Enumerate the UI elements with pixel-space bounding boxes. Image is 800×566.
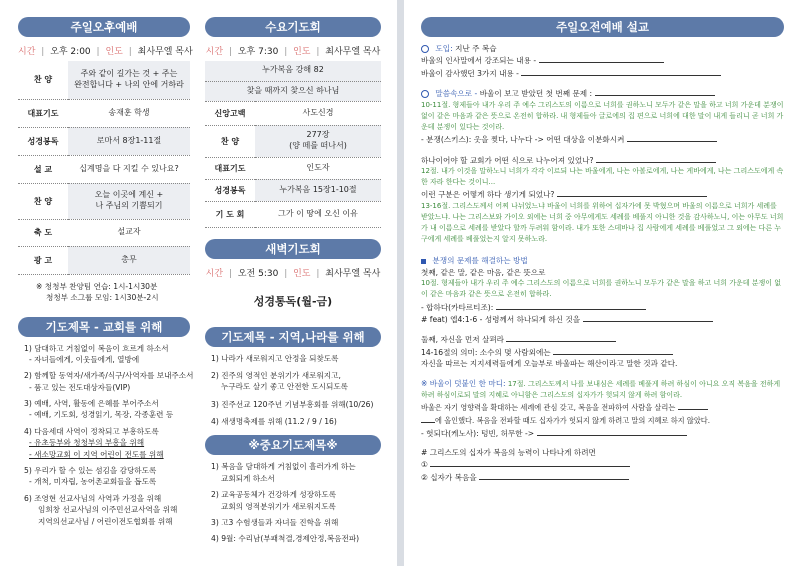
- wednesday-order: [205, 61, 381, 228]
- point-text: 자신을 따르는 지지세력들에게 오늘부로 바울파는 해산이라고 말한 것과 같다.: [421, 359, 678, 369]
- order-role: 설 교: [18, 155, 68, 183]
- middle-column: [205, 0, 381, 550]
- list-item: 3) 진주선교 120주년 기념부흥회를 위해(10/26): [211, 399, 374, 409]
- sunday-notes: [36, 281, 190, 303]
- verse-text: 12절. 내가 이것을 말하노니 너희가 각각 이르되 나는 바울에게, 나는 아볼로에게, 나는 게바에게, 나는 그리스도에게 속한 자라 한다는 것이니...: [421, 166, 784, 187]
- review-question: 바울의 인사말에서 강조되는 내용 -: [421, 54, 784, 66]
- answer-blank: [537, 427, 687, 436]
- answer-blank: [430, 458, 630, 467]
- right-page: [404, 0, 800, 566]
- list-item: 1) 담대하고 거침없이 복음이 흐르게 하소서 - 자녀들에게, 이웃들에게, 열방에: [24, 343, 169, 364]
- order-role: 대표기도: [18, 99, 68, 127]
- sunday-afternoon-order: [18, 61, 190, 275]
- prayer-region-list: [211, 353, 381, 428]
- leader-label: 인도: [293, 268, 311, 279]
- order-value: 누가복음 강해 82: [205, 61, 381, 81]
- list-item: 6) 조영현 선교사님의 사역과 가정을 위해 임희창 선교사님의 이주민선교사역을 위해 지역의선교사님 / 어린이전도협회를 위해: [24, 493, 178, 526]
- order-value: 오늘 이곳에 계신 + 나 주님의 기쁨되기: [68, 183, 190, 219]
- answer-blank: [557, 188, 707, 197]
- leader-value: 최사무엘 목사: [325, 47, 381, 57]
- review-heading: 도입: 지난 주 복습: [421, 43, 784, 54]
- order-value: 누가복음 15장1-10절: [255, 179, 381, 201]
- point-text: - 분쟁(스키스): 옷을 찢다, 나누다 -> 어떤 대상을 이분화시켜: [421, 133, 784, 145]
- review-question: 바울이 감사했던 3가지 내용 -: [421, 67, 784, 79]
- order-role: 신앙고백: [205, 101, 255, 125]
- answer-blank: [521, 67, 721, 76]
- leader-label: 인도: [105, 47, 123, 57]
- question-text: 이런 구분은 어떻게 하다 생기게 되었나?: [421, 188, 784, 200]
- note-line: ※ 청청부 찬양팀 연습: 1시-1시30분: [36, 281, 158, 291]
- verse-text: 13-16절. 그리스도께서 어찌 나뉘었느냐 바울이 너희를 위하여 십자가에 못 박혔으며 바울의 이름으로 너희가 세례를 받았느냐. 나는 그리스보와 가이오 외에는 너희 중 아무에게도 세례를 베풀지 아니한 것을 감사하노니, 이는 아무도 너희가 내 이름으로 세례를 받았다 할까 두려워 함이라. 내가 또한 스데바나 집 사람에게 세례를 베풀었고 그 외에는 다른 누구에게 세례를 베풀었는지 알지 못하노라.: [421, 201, 784, 244]
- answer-blank: [583, 313, 713, 322]
- list-item: 교회되게 하소서: [221, 473, 275, 483]
- answer-blank: [595, 87, 715, 96]
- solution-title: 둘째, 자신을 먼저 살펴라: [421, 333, 784, 345]
- answer-blank: [496, 301, 646, 310]
- time-label: 시간: [205, 47, 224, 57]
- time-value: 오전 5:30: [237, 268, 279, 279]
- page-divider: [397, 0, 404, 566]
- dawn-content: 성경통독(월-금): [253, 294, 333, 308]
- point-text: # feat) 엡4:1-6 - 성령께서 하나되게 하신 것을: [421, 313, 784, 325]
- order-role: 찬 양: [18, 183, 68, 219]
- list-item: 4) 다음세대 사역이 정착되고 부흥하도록 - 유초등부와 청청부의 부흥을 위해 - 새소망교회 이 지역 어린이 전도를 위해: [24, 426, 164, 459]
- answer-blank: [421, 414, 435, 423]
- order-role: 축 도: [18, 219, 68, 246]
- left-column: [18, 0, 194, 532]
- order-value: 277장 (양 떼를 떠나서): [255, 125, 381, 157]
- leader-label: 인도: [293, 47, 311, 57]
- sunday-afternoon-header: 주일오후예배: [18, 17, 190, 37]
- time-label: 시간: [18, 47, 36, 57]
- time-label: 시간: [205, 268, 224, 279]
- solution-title: 첫째, 같은 말, 같은 마음, 같은 뜻으로: [421, 267, 546, 277]
- leader-value: 최사무엘 목사: [137, 47, 193, 57]
- dawn-header: 새벽기도회: [205, 239, 381, 259]
- prayer-important-header: ※중요기도제목※: [205, 435, 381, 455]
- list-item: 2) 진주의 영적인 분위기가 새로워지고,: [211, 370, 341, 380]
- order-value: 송재훈 학생: [68, 99, 190, 127]
- square-bullet-icon: [421, 259, 426, 264]
- wednesday-header: 수요기도회: [205, 17, 381, 37]
- final-answer: ② 십자가 복음을: [421, 471, 784, 483]
- list-item: 교회의 영적분위기가 새로워지도록: [221, 501, 336, 511]
- list-item: 1) 나라가 새로워지고 안정을 되찾도록: [211, 353, 339, 363]
- order-role: 찬 양: [205, 125, 255, 157]
- question-text: 하나이어야 할 교회가 어떤 식으로 나누어져 있었나?: [421, 154, 784, 166]
- wednesday-meta: 시간 | 오후 7:30 | 인도 | 최사무엘 목사: [205, 47, 381, 57]
- point-text: - 헛되다(케노사): 텅빈, 허무한 ->: [421, 427, 784, 439]
- dawn-meta: 시간 | 오전 5:30 | 인도 | 최사무엘 목사: [205, 268, 381, 279]
- point-text: - 합하다(카타르티조):: [421, 301, 784, 313]
- order-value: 그가 이 땅에 오신 이유: [255, 201, 381, 227]
- order-value: 십계명을 다 지킬 수 있나요?: [68, 155, 190, 183]
- order-value: 찾을 때까지 찾으신 하나님: [205, 81, 381, 101]
- final-question: # 그리스도의 십자가 복음의 능력이 나타나게 하려면: [421, 447, 596, 457]
- left-page: [0, 0, 397, 566]
- section2-heading: 분쟁의 문제를 해결하는 방법: [421, 255, 784, 266]
- order-value: 로마서 8장1-11절: [68, 127, 190, 155]
- order-value: 설교자: [68, 219, 190, 246]
- prayer-important-list: [211, 461, 381, 544]
- time-value: 오후 7:30: [237, 47, 279, 57]
- point-text: 에 올인했다. 복음을 전파할 때도 십자가가 헛되지 않게 하려고 말의 지혜로 하지 않았다.: [421, 414, 784, 427]
- order-role: 성경봉독: [205, 179, 255, 201]
- list-item: 3) 예배, 사역, 활동에 은혜를 부어주소서 - 예배, 기도회, 성경읽기, 목장, 각종훈련 등: [24, 399, 174, 420]
- answer-blank: [479, 471, 629, 480]
- list-item: 1) 복음을 담대하게 거침없이 흘러가게 하는: [211, 462, 356, 472]
- list-item: 2) 함께할 동역자/새가족/식구/사역자를 보내주소서 - 품고 있는 전도대상자들(VIP): [24, 371, 194, 392]
- order-role: 성경봉독: [18, 127, 68, 155]
- answer-blank: [627, 133, 717, 142]
- order-role: 찬 양: [18, 61, 68, 99]
- order-value: 주와 같이 길가는 것 + 주는 완전합니다 + 나의 안에 거하라: [68, 61, 190, 99]
- list-item: 4) 9월: 수리남(부패척결,경제안정,복음전파): [211, 534, 360, 544]
- leader-value: 최사무엘 목사: [325, 268, 381, 279]
- list-item: 4) 새생명축제를 위해 (11.2 / 9 / 16): [211, 417, 337, 427]
- sunday-afternoon-meta: 시간 | 오후 2:00 | 인도 | 최사무엘 목사: [18, 47, 193, 57]
- order-value: 사도신경: [255, 101, 381, 125]
- order-role: 광 고: [18, 246, 68, 274]
- note-line: 청청부 소그룹 모임: 1시30분-2시: [46, 292, 159, 302]
- list-item: 누구라도 살기 좋고 안전한 도시되도록: [221, 382, 349, 392]
- circle-bullet-icon: [421, 45, 429, 53]
- answer-blank: [678, 401, 708, 410]
- circle-bullet-icon: [421, 90, 429, 98]
- answer-blank: [596, 154, 716, 163]
- paul-note: ※ 바울이 덧붙인 한 마디: 17절. 그리스도께서 나를 보내심은 세례를 베풀게 하려 하심이 아니요 오직 복음을 전하게 하려 하심이로되 말의 지혜로 아니함은 그리스도의 십자가가 헛되지 않게 하려 함이라.: [421, 378, 781, 399]
- order-value: 인도자: [255, 157, 381, 179]
- list-item: 2) 교육공동체가 건강하게 성장하도록: [211, 490, 337, 500]
- sermon-column: [421, 0, 784, 483]
- point-text: 14-16절의 의미: 소수의 몇 사람외에는: [421, 346, 784, 358]
- order-role: 기 도 회: [205, 201, 255, 227]
- order-role: 대표기도: [205, 157, 255, 179]
- order-value: 총무: [68, 246, 190, 274]
- answer-blank: [553, 346, 673, 355]
- prayer-region-header: 기도제목 - 지역,나라를 위해: [205, 327, 381, 347]
- sermon-header: 주일오전예배 설교: [421, 17, 784, 37]
- verse-text: 10-11절. 형제들아 내가 우리 주 예수 그리스도의 이름으로 너희를 권하노니 모두가 같은 말을 하고 너희 가운데 분쟁이 없이 같은 마음과 같은 뜻으로 온전히 합하라. 내 형제들아 글로에의 집 편으로 너희에 대한 말이 내게 들리니 곧 너희 가운데 분쟁이 있다는 것이라.: [421, 100, 784, 131]
- verse-text: 10절. 형제들아 내가 우리 주 예수 그리스도의 이름으로 너희를 권하노니 모두가 같은 말을 하고 너희 가운데 분쟁이 없이 같은 마음과 같은 뜻으로 온전히 합하라.: [421, 279, 782, 299]
- prayer-church-list: [24, 343, 194, 527]
- answer-blank: [506, 333, 616, 342]
- time-value: 오후 2:00: [50, 47, 91, 57]
- point-text: 바울은 자기 영향력을 확대하는 세례에 관심 갖고, 복음을 전파하여 사람을 살리는: [421, 401, 784, 414]
- answer-blank: [539, 54, 664, 63]
- list-item: 3) 고3 수험생들과 자녀들 진학을 위해: [211, 518, 339, 528]
- final-answer: ①: [421, 458, 784, 470]
- section1-heading: 말씀속으로 - 바울이 보고 받았던 첫 번째 문제 :: [421, 87, 784, 99]
- prayer-church-header: 기도제목 - 교회를 위해: [18, 317, 190, 337]
- list-item: 5) 우리가 할 수 있는 섬김을 감당하도록 - 개척, 미자립, 농어촌교회들을 돕도록: [24, 466, 157, 487]
